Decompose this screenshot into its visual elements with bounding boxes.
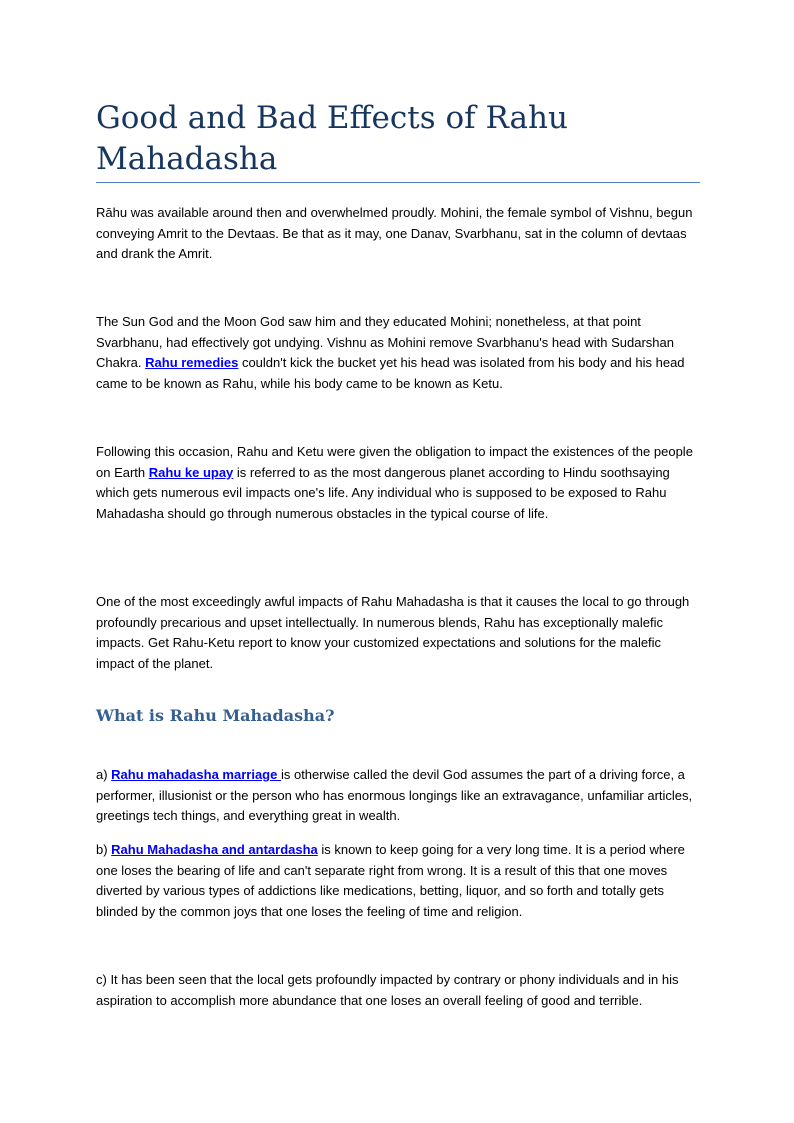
paragraph-2-text-start: The Sun God and the Moon God saw him and they educated Mohini; nonetheless, at that point Svarbhanu, had effectively got undying. Vishnu as Mohini remove Svarbhanu's head with Sudarshan Chakra.	[96, 314, 674, 371]
list-item-a-text: is otherwise called the devil God assumes the part of a driving force, a performer, illusionist or the person who has enormous longings like an extravagance, unfamiliar articles, greetings tech things, and everything great in wealth.	[96, 767, 693, 824]
rahu-mahadasha-antardasha-link[interactable]: Rahu Mahadasha and antardasha	[111, 842, 318, 857]
paragraph-2-text-end: couldn't kick the bucket yet his head was isolated from his body and his head came to be known as Rahu, while his body came to be known as Ketu.	[96, 355, 685, 391]
paragraph-3-text-end: is referred to as the most dangerous planet according to Hindu soothsaying which gets numerous evil impacts one's life. Any individual who is supposed to be exposed to Rahu Mahadasha should go through numerous obstacles in the typical course of life.	[96, 464, 670, 521]
list-item-a	[96, 765, 702, 827]
page-title: Good and Bad Effects of Rahu Mahadasha	[96, 100, 568, 177]
list-item-b-prefix: b)	[96, 842, 112, 857]
rahu-remedies-link[interactable]: Rahu remedies	[145, 355, 239, 371]
paragraph-4: One of the most exceedingly awful impacts of Rahu Mahadasha is that it causes the local to go through profoundly precarious and upset intellectually. In numerous blends, Rahu has exceptionally malefic impacts. Get Rahu-Ketu report to know your customized expectations and solutions for the malefic impact of the planet.	[96, 594, 690, 671]
rahu-mahadasha-marriage-link[interactable]: Rahu mahadasha marriage	[111, 767, 281, 782]
list-item-b-text: is known to keep going for a very long time. It is a period where one loses the bearing of life and can't separate right from wrong. It is a result of this that one moves diverted by various types of addictions like medications, betting, liquor, and so forth and totally gets blinded by the common joys that one loses the feeling of time and religion.	[96, 842, 685, 919]
paragraph-1: Rāhu was available around then and overwhelmed proudly. Mohini, the female symbol of Vishnu, begun conveying Amrit to the Devtaas. Be that as it may, one Danav, Svarbhanu, sat in the column of devtaas and drank the Amrit.	[96, 205, 693, 262]
list-item-a-prefix: a)	[96, 767, 112, 782]
paragraph-3	[96, 442, 702, 524]
section-heading: What is Rahu Mahadasha?	[96, 706, 335, 725]
rahu-ke-upay-link[interactable]: Rahu ke upay	[148, 464, 234, 480]
paragraph-3-text-start: Following this occasion, Rahu and Ketu were given the obligation to impact the existences of the people on Earth	[96, 444, 693, 480]
list-item-b	[96, 840, 702, 922]
list-item-c: c) It has been seen that the local gets profoundly impacted by contrary or phony individuals and in his aspiration to accomplish more abundance that one loses an overall feeling of good and terrible.	[96, 972, 679, 1008]
paragraph-2	[96, 312, 702, 394]
title-divider	[96, 182, 700, 183]
